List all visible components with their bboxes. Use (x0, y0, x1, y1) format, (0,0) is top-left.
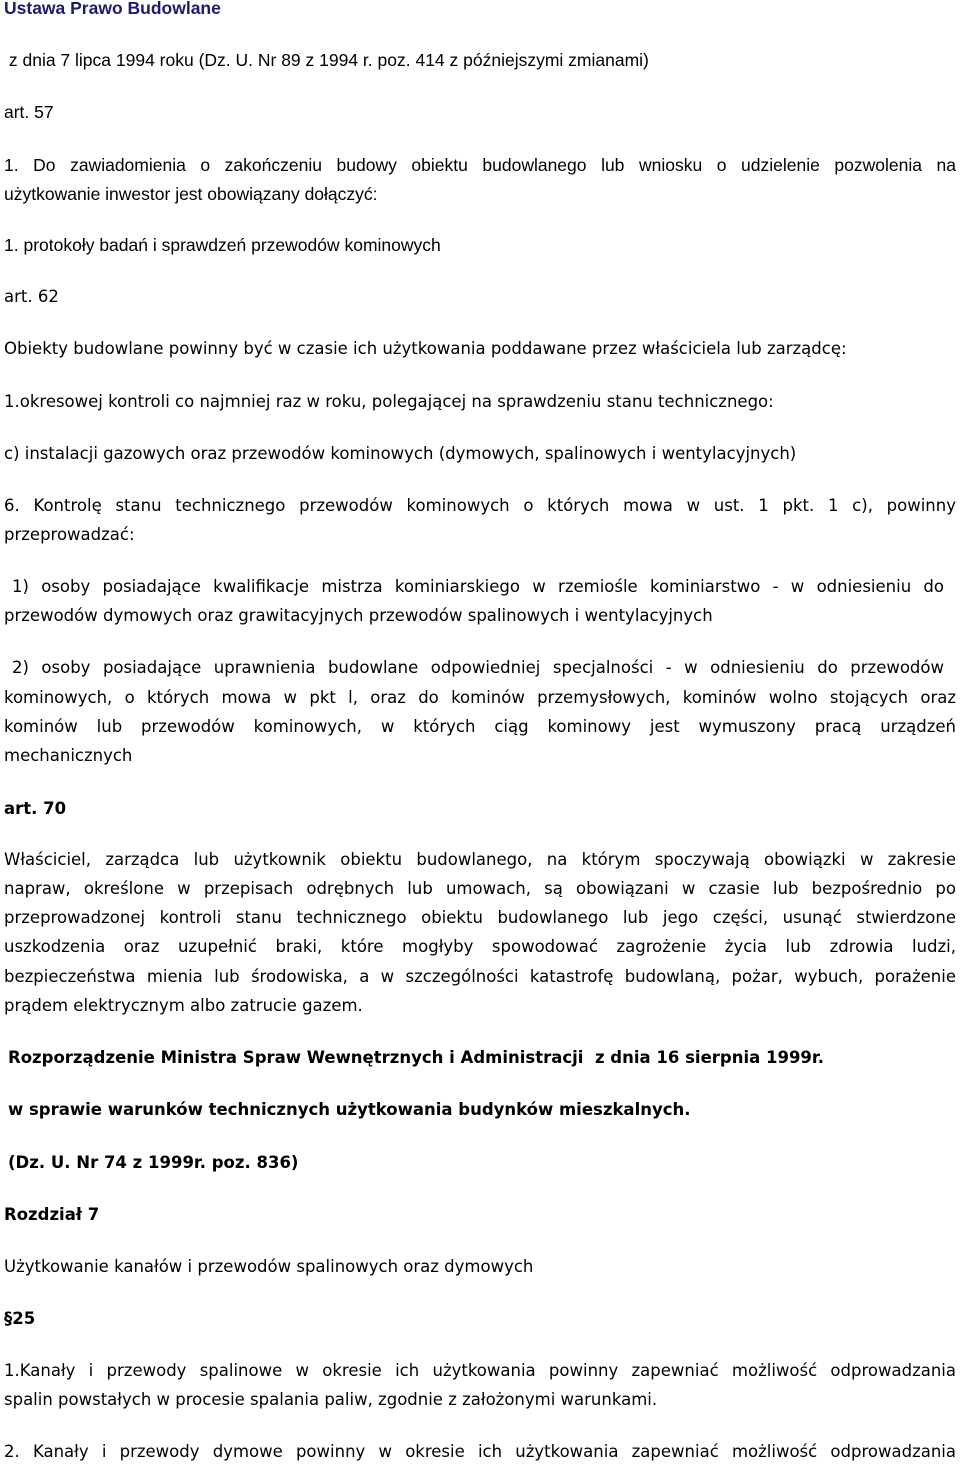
art62-item-c: c) instalacji gazowych oraz przewodów kominowych (dymowych, spalinowych i wentylacyjnych) (4, 444, 797, 463)
art57-paragraph-line: użytkowanie inwestor jest obowiązany dołączyć: (4, 184, 378, 204)
art70-heading: art. 70 (4, 799, 67, 818)
art70-paragraph-line: przeprowadzonej kontroli stanu technicznego obiektu budowlanego lub jego części, usunąć stwierdzone (4, 908, 956, 927)
art70-paragraph-line: prądem elektrycznym albo zatrucie gazem. (4, 996, 363, 1015)
section-paragraph-2-line: 2. Kanały i przewody dymowe powinny w okresie ich użytkowania zapewniać możliwość odprowadzania (4, 1442, 956, 1461)
art62-sub-item-2-line: 2) osoby posiadające uprawnienia budowlane odpowiedniej specjalności - w odniesieniu do przewodów (12, 658, 944, 677)
chapter-subheading: Użytkowanie kanałów i przewodów spalinowych oraz dymowych (4, 1257, 534, 1276)
art70-paragraph-line: napraw, określone w przepisach odrębnych lub umowach, są obowiązani w czasie lub bezpośrednio po (4, 879, 956, 898)
section-heading: §25 (4, 1309, 36, 1328)
art57-item: 1. protokoły badań i sprawdzeń przewodów kominowych (4, 235, 441, 255)
art62-item: 1.okresowej kontroli co najmniej raz w roku, polegającej na sprawdzeniu stanu technicznego: (4, 392, 774, 411)
art62-paragraph-6-line: 6. Kontrolę stanu technicznego przewodów kominowych o których mowa w ust. 1 pkt. 1 c), powinny (4, 496, 956, 515)
art57-heading: art. 57 (4, 102, 54, 122)
art62-sub-item-2-line: kominów lub przewodów kominowych, w których ciąg kominowy jest wymuszony pracą urządzeń (4, 717, 956, 736)
document-title: Ustawa Prawo Budowlane (4, 0, 221, 18)
section-paragraph-1-line: 1.Kanały i przewody spalinowe w okresie ich użytkowania powinny zapewniać możliwość odprowadzania (4, 1361, 956, 1380)
art70-paragraph-line: bezpieczeństwa mienia lub środowiska, a w szczególności katastrofę budowlaną, pożar, wybuch, porażenie (4, 967, 956, 986)
regulation-title: Rozporządzenie Ministra Spraw Wewnętrznych i Administracji z dnia 16 sierpnia 1999r. (8, 1048, 824, 1067)
regulation-subject: w sprawie warunków technicznych użytkowania budynków mieszkalnych. (8, 1100, 691, 1119)
art62-sub-item-1-line: przewodów dymowych oraz grawitacyjnych przewodów spalinowych i wentylacyjnych (4, 606, 713, 625)
art62-sub-item-2-line: mechanicznych (4, 746, 133, 765)
section-paragraph-1-line: spalin powstałych w procesie spalania paliw, zgodnie z założonymi warunkami. (4, 1390, 658, 1409)
art70-paragraph-line: Właściciel, zarządca lub użytkownik obiektu budowlanego, na którym spoczywają obowiązki w zakresie (4, 850, 956, 869)
art70-paragraph-line: uszkodzenia oraz uzupełnić braki, które mogłyby spowodować zagrożenie życia lub zdrowia ludzi, (4, 937, 956, 956)
art62-sub-item-1-line: 1) osoby posiadające kwalifikacje mistrza kominiarskiego w rzemiośle kominiarstwo - w odniesieniu do (12, 577, 944, 596)
art62-intro: Obiekty budowlane powinny być w czasie ich użytkowania poddawane przez właściciela lub zarządcę: (4, 339, 847, 358)
art62-sub-item-2-line: kominowych, o których mowa w pkt l, oraz do kominów przemysłowych, kominów wolno stojących oraz (4, 688, 956, 707)
chapter-heading: Rozdział 7 (4, 1205, 100, 1224)
art57-paragraph-line: 1. Do zawiadomienia o zakończeniu budowy obiektu budowlanego lub wniosku o udzielenie pozwolenia na (4, 155, 956, 175)
document-subtitle: z dnia 7 lipca 1994 roku (Dz. U. Nr 89 z 1994 r. poz. 414 z późniejszymi zmianami) (4, 50, 649, 70)
regulation-citation: (Dz. U. Nr 74 z 1999r. poz. 836) (8, 1153, 299, 1172)
art62-heading: art. 62 (4, 287, 59, 306)
art62-paragraph-6-line: przeprowadzać: (4, 525, 135, 544)
